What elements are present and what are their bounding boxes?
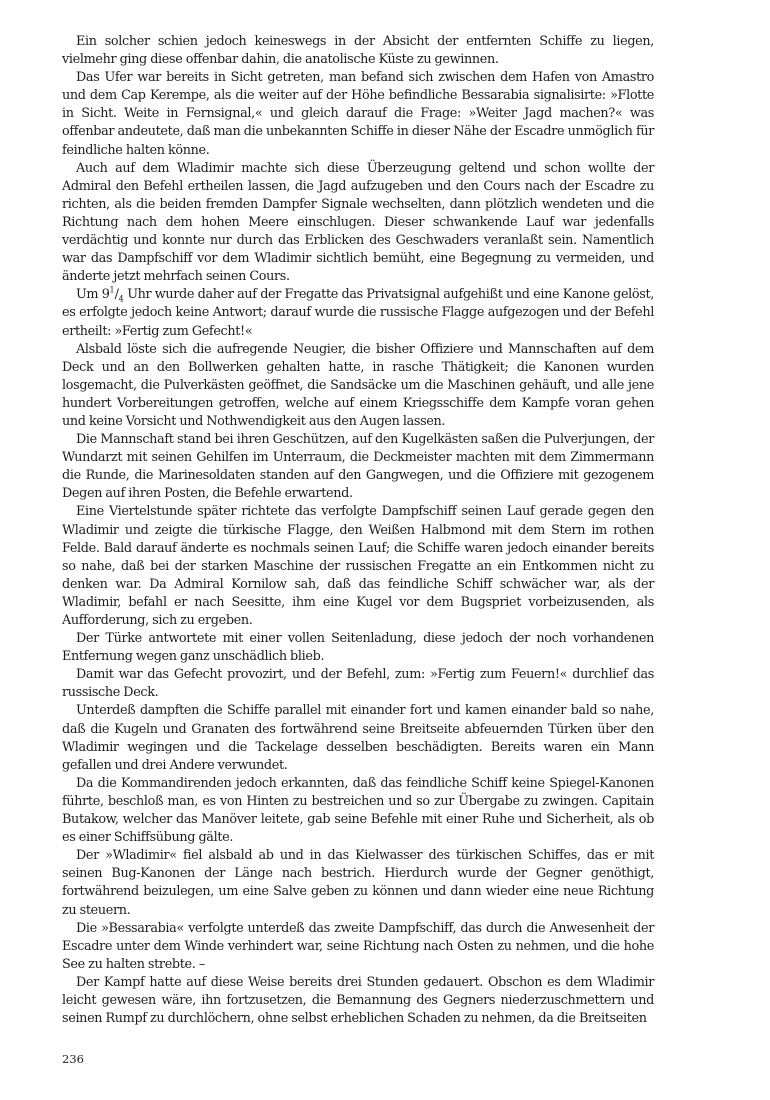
paragraph-6 <box>62 431 654 503</box>
paragraph-text: Auch auf dem Wladimir machte sich diese Überzeugung geltend und schon wollte der Admiral den Befehl ertheilen lassen, die Jagd aufzugeben und den Cours nach der Escadre zu richten, als die beiden fremden Dampfer Signale wechselten, dann plötzlich wendeten und die Richtung nach dem hohen Meere einschlugen. Dieser schwankende Lauf war jedenfalls verdächtig und konnte nur durch das Erblicken des Geschwaders veranlaßt sein. Namentlich war das Dampfschiff vor dem Wladimir sichtlich bemüht, eine Begegnung zu vermeiden, und änderte jetzt mehrfach seinen Cours. <box>62 160 654 285</box>
paragraph-12 <box>62 847 654 919</box>
paragraph-text: Alsbald löste sich die aufregende Neugier, die bisher Offiziere und Mannschaften auf dem Deck und an den Bollwerken gehalten hatte, in rasche Thätigkeit; die Kanonen wurden losgemacht, die Pulverkästen geöffnet, die Sandsäcke um die Maschinen gehäuft, und alle jene hundert Vorbereitungen getroffen, welche auf einem Kriegsschiffe dem Kampfe voran gehen und keine Vorsicht und Nothwendigkeit aus den Augen lassen. <box>62 341 654 429</box>
paragraph-text: Da die Kommandirenden jedoch erkannten, daß das feindliche Schiff keine Spiegel-Kanonen führte, beschloß man, es von Hinten zu bestreichen und so zur Übergabe zu zwingen. Capitain Butakow, welcher das Manöver leitete, gab seine Befehle mit einer Ruhe und Sicherheit, als ob es einer Schiffsübung gälte. <box>62 775 654 846</box>
paragraph-text: Der Türke antwortete mit einer vollen Seitenladung, diese jedoch der noch vorhandenen Entfernung wegen ganz unschädlich blieb. <box>62 631 654 665</box>
paragraph-3 <box>62 160 654 287</box>
paragraph-text: Die »Bessarabia« verfolgte unterdeß das zweite Dampfschiff, das durch die Anwesenheit der Escadre unter dem Winde verhindert war, seine Richtung nach Osten zu nehmen, und die hohe See zu halten strebte. – <box>62 920 654 972</box>
paragraph-5 <box>62 341 654 431</box>
paragraph-9 <box>62 666 654 702</box>
paragraph-text: Damit war das Gefecht provozirt, und der Befehl, zum: »Fertig zum Feuern!« durchlief das russische Deck. <box>62 667 654 701</box>
paragraph-text-end: Uhr wurde daher auf der Fregatte das Privatsignal aufgehißt und eine Kanone gelöst, es erfolgte jedoch keine Antwort; darauf wurde die russische Flagge aufgezogen und der Befehl ertheilt: »Fertig zum Gefecht!« <box>62 287 654 339</box>
paragraph-11 <box>62 775 654 847</box>
paragraph-text: Ein solcher schien jedoch keineswegs in der Absicht der entfernten Schiffe zu liegen, vielmehr ging diese offenbar dahin, die anatolische Küste zu gewinnen. <box>62 34 654 68</box>
paragraph-10 <box>62 702 654 774</box>
page-number: 236 <box>62 1052 84 1066</box>
paragraph-1 <box>62 33 654 69</box>
paragraph-text-start: Um 9 <box>76 287 110 303</box>
paragraph-4 <box>62 286 654 340</box>
paragraph-2 <box>62 69 654 159</box>
paragraph-text: Der »Wladimir« fiel alsbald ab und in das Kielwasser des türkischen Schiffes, das er mit seinen Bug-Kanonen der Länge nach bestrich. Hierdurch wurde der Gegner genöthigt, fortwährend beizulegen, um eine Salve geben zu können und dann wieder eine neue Richtung zu steuern. <box>62 848 654 918</box>
page-text-block <box>62 33 654 1028</box>
paragraph-text: Der Kampf hatte auf diese Weise bereits drei Stunden gedauert. Obschon es dem Wladimir leicht gewesen wäre, ihn fortzusetzen, die Bemannung des Gegners niederzuschmettern und seinen Rumpf zu durchlöchern, ohne selbst erheblichen Schaden zu nehmen, da die Breitseiten <box>62 974 654 1027</box>
paragraph-text: Unterdeß dampften die Schiffe parallel mit einander fort und kamen einander bald so nahe, daß die Kugeln und Granaten des fortwährend seine Breitseite abfeuernden Türken über den Wladimir wegingen und die Tackelage desselben beschädigten. Bereits waren ein Mann gefallen und drei Andere verwundet. <box>62 703 654 773</box>
paragraph-text: Das Ufer war bereits in Sicht getreten, man befand sich zwischen dem Hafen von Amastro und dem Cap Kerempe, als die weiter auf der Höhe befindliche Bessarabia signalisirte: »Flotte in Sicht. Weite in Fernsignal,« und gleich darauf die Frage: »Weiter Jagd machen?« was offenbar andeutete, daß man die unbekannten Schiffe in dieser Nähe der Escadre unmöglich für feindliche halten könne. <box>62 70 654 158</box>
fraction-slash: / <box>114 287 119 303</box>
paragraph-14 <box>62 974 654 1028</box>
paragraph-7 <box>62 503 654 630</box>
paragraph-text: Eine Viertelstunde später richtete das verfolgte Dampfschiff seinen Lauf gerade gegen den Wladimir und zeigte die türkische Flagge, den Weißen Halbmond mit dem Stern im rothen Felde. Bald darauf änderte es nochmals seinen Lauf; die Schiffe waren jedoch einander bereits so nahe, daß bei der starken Maschine der russischen Fregatte an ein Entkommen nicht zu denken war. Da Admiral Kornilow sah, daß das feindliche Schiff schwächer war, als der Wladimir, befahl er nach Seesitte, ihm eine Kugel vor dem Bugspriet vorbeizusenden, als Aufforderung, sich zu ergeben. <box>62 504 654 628</box>
paragraph-13 <box>62 920 654 974</box>
paragraph-text: Die Mannschaft stand bei ihren Geschützen, auf den Kugelkästen saßen die Pulverjungen, der Wundarzt mit seinen Gehilfen im Unterraum, die Deckmeister machten mit dem Zimmermann die Runde, die Marinesoldaten standen auf den Gangwegen, und die Offiziere mit gezogenem Degen auf ihren Posten, die Befehle erwartend. <box>62 432 654 502</box>
fraction-denominator: 4 <box>118 294 124 304</box>
paragraph-8 <box>62 630 654 666</box>
fraction-numerator: 1 <box>109 286 115 296</box>
